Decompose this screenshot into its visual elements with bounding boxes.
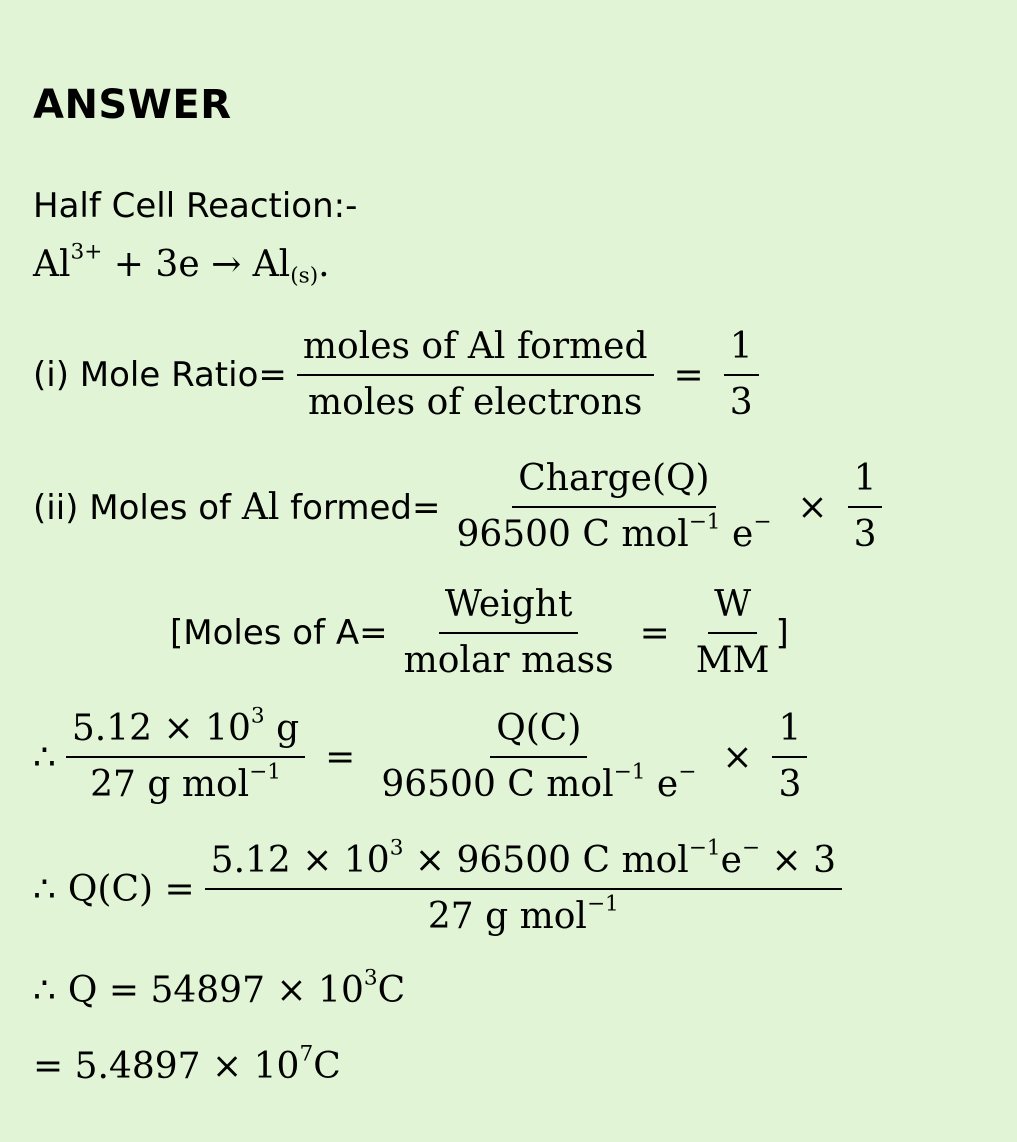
half-cell-label: Half Cell Reaction:- (33, 186, 358, 226)
moles-formed-line: (ii) Moles of Al formed= $\frac{\text{Charge(Q)}}{96500 C mol^{-1} e^-}$ × $\frac{1}{3}$ (33, 456, 892, 558)
equation-3: ∴ $Q = 54897 \times 10^3C$ (33, 965, 406, 1011)
equation-4: = $5.4897 \times 10^7C$ (33, 1041, 341, 1087)
qc-fraction: $\frac{Q(C)}{96500 C mol^{-1} e^-}$ (381, 708, 697, 805)
mass-fraction: $\frac{5.12 \times 10^3 g}{27 g mol^{-1}}$ (66, 706, 305, 808)
w-mm-fraction: $\frac{W}{MM}$ (695, 584, 770, 681)
eq1-one-third: $\frac{1}{3}$ (772, 706, 807, 808)
mole-ratio-fraction: $\frac{\text{moles of Al formed}}{\text{moles of electrons}}$ (297, 324, 654, 426)
charge-fraction: $\frac{\text{Charge(Q)}}{96500 C mol^{-1} e^-}$ (456, 458, 772, 555)
moles-formed-label: (ii) Moles of Al formed= (33, 486, 441, 528)
half-cell-reaction (33, 239, 330, 289)
moles-definition-label: [Moles of A= (170, 613, 388, 653)
moles-definition-line: [Moles of A= $\frac{\text{Weight}}{\text{molar mass}}$ = $\frac{W}{MM}$ ] (170, 582, 789, 684)
half-cell-label-line (33, 186, 357, 226)
mole-ratio-line: (i) Mole Ratio= $\frac{\text{moles of Al formed}}{\text{moles of electrons}}$ = $\frac{1}{3}$ (33, 324, 769, 426)
mole-ratio-label: (i) Mole Ratio= (33, 355, 287, 395)
one-third-fraction: $\frac{1}{3}$ (848, 456, 883, 558)
mole-ratio-value: $\frac{1}{3}$ (724, 324, 759, 426)
weight-fraction: $\frac{\text{Weight}}{\text{molar mass}}$ (403, 584, 614, 681)
answer-heading: ANSWER (33, 82, 232, 128)
reaction-equation: $Al^{3+} + 3e \to Al_{(s)}$. (33, 239, 330, 289)
q-expression-fraction: $\frac{5.12 \times 10^3 \times 96500 C mol^{-1}e^- \times 3}{27 g mol^{-1}}$ (205, 838, 842, 940)
equation-1: ∴ $\frac{5.12 \times 10^3 g}{27 g mol^{-1}}$ = $\frac{Q(C)}{96500 C mol^{-1} e^-}$ × $\frac{1}{3}$ (33, 706, 817, 808)
equation-2: ∴ Q(C) = $\frac{5.12 \times 10^3 \times 96500 C mol^{-1}e^- \times 3}{27 g mol^{-1}}$ (33, 838, 852, 940)
